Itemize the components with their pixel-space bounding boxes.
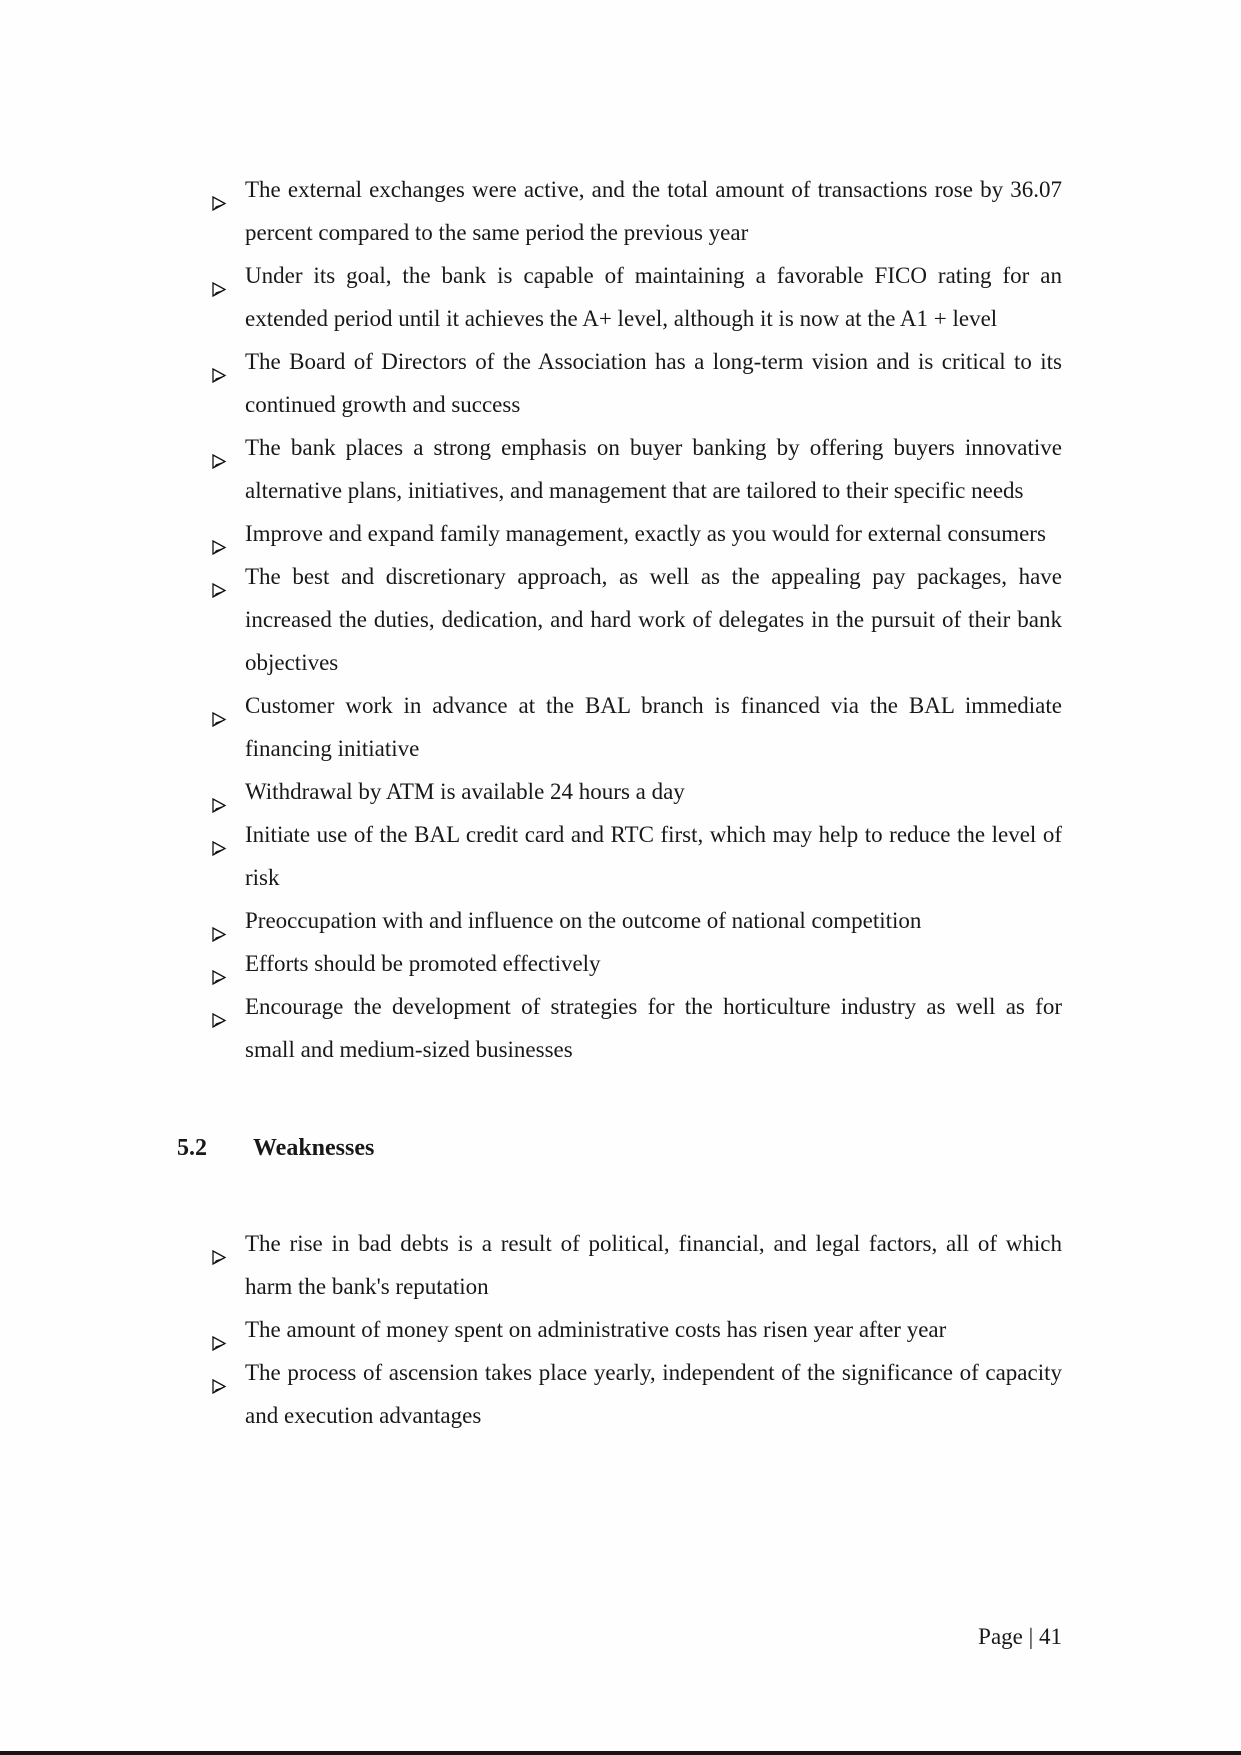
arrow-bullet-icon (212, 956, 227, 971)
list-item (177, 1222, 1062, 1308)
list-item (177, 1308, 1062, 1351)
arrow-bullet-icon (212, 526, 227, 541)
section-number: 5.2 (177, 1135, 207, 1161)
list-item-text: The external exchanges were active, and the total amount of transactions rose by 36.07 percent compared to the same period the previous year (245, 177, 1062, 245)
list-item (177, 684, 1062, 770)
section-heading (177, 1127, 1062, 1170)
list-item-text: Efforts should be promoted effectively (245, 951, 601, 976)
arrow-bullet-icon (212, 569, 227, 584)
page-content (177, 168, 1062, 1437)
list-item-text: Encourage the development of strategies for the horticulture industry as well as for small and medium-sized businesses (245, 994, 1062, 1062)
list-item (177, 426, 1062, 512)
arrow-bullet-icon (212, 182, 227, 197)
arrow-bullet-icon (212, 268, 227, 283)
list-item-text: The process of ascension takes place yearly, independent of the significance of capacity and execution advantages (245, 1360, 1062, 1428)
list-item-text: Withdrawal by ATM is available 24 hours a day (245, 779, 685, 804)
list-item-text: Under its goal, the bank is capable of maintaining a favorable FICO rating for an extended period until it achieves the A+ level, although it is now at the A1 + level (245, 263, 1062, 331)
arrow-bullet-icon (212, 784, 227, 799)
list-item-text: Customer work in advance at the BAL branch is financed via the BAL immediate financing initiative (245, 693, 1062, 761)
list-item (177, 942, 1062, 985)
arrow-bullet-icon (212, 827, 227, 842)
page-number-footer: Page | 41 (978, 1624, 1062, 1649)
page-bottom-edge (0, 1751, 1241, 1755)
arrow-bullet-icon (212, 1322, 227, 1337)
list-item (177, 555, 1062, 684)
list-item (177, 1351, 1062, 1437)
list-item (177, 254, 1062, 340)
list-item-text: Improve and expand family management, exactly as you would for external consumers (245, 521, 1046, 546)
arrow-bullet-icon (212, 440, 227, 455)
arrow-bullet-icon (212, 354, 227, 369)
list-item (177, 168, 1062, 254)
arrow-bullet-icon (212, 913, 227, 928)
weaknesses-list (177, 1222, 1062, 1437)
list-item (177, 512, 1062, 555)
list-item (177, 899, 1062, 942)
list-item (177, 985, 1062, 1071)
list-item-text: Preoccupation with and influence on the outcome of national competition (245, 908, 922, 933)
list-item (177, 813, 1062, 899)
list-item (177, 770, 1062, 813)
strengths-list (177, 168, 1062, 1071)
list-item-text: The best and discretionary approach, as well as the appealing pay packages, have increased the duties, dedication, and hard work of delegates in the pursuit of their bank objectives (245, 564, 1062, 675)
list-item-text: Initiate use of the BAL credit card and RTC first, which may help to reduce the level of risk (245, 822, 1062, 890)
arrow-bullet-icon (212, 698, 227, 713)
list-item-text: The rise in bad debts is a result of political, financial, and legal factors, all of which harm the bank's reputation (245, 1231, 1062, 1299)
section-title: Weaknesses (253, 1135, 375, 1161)
list-item-text: The Board of Directors of the Association has a long-term vision and is critical to its continued growth and success (245, 349, 1062, 417)
arrow-bullet-icon (212, 999, 227, 1014)
list-item-text: The amount of money spent on administrative costs has risen year after year (245, 1317, 947, 1342)
arrow-bullet-icon (212, 1236, 227, 1251)
arrow-bullet-icon (212, 1365, 227, 1380)
list-item (177, 340, 1062, 426)
list-item-text: The bank places a strong emphasis on buyer banking by offering buyers innovative alternative plans, initiatives, and management that are tailored to their specific needs (245, 435, 1062, 503)
